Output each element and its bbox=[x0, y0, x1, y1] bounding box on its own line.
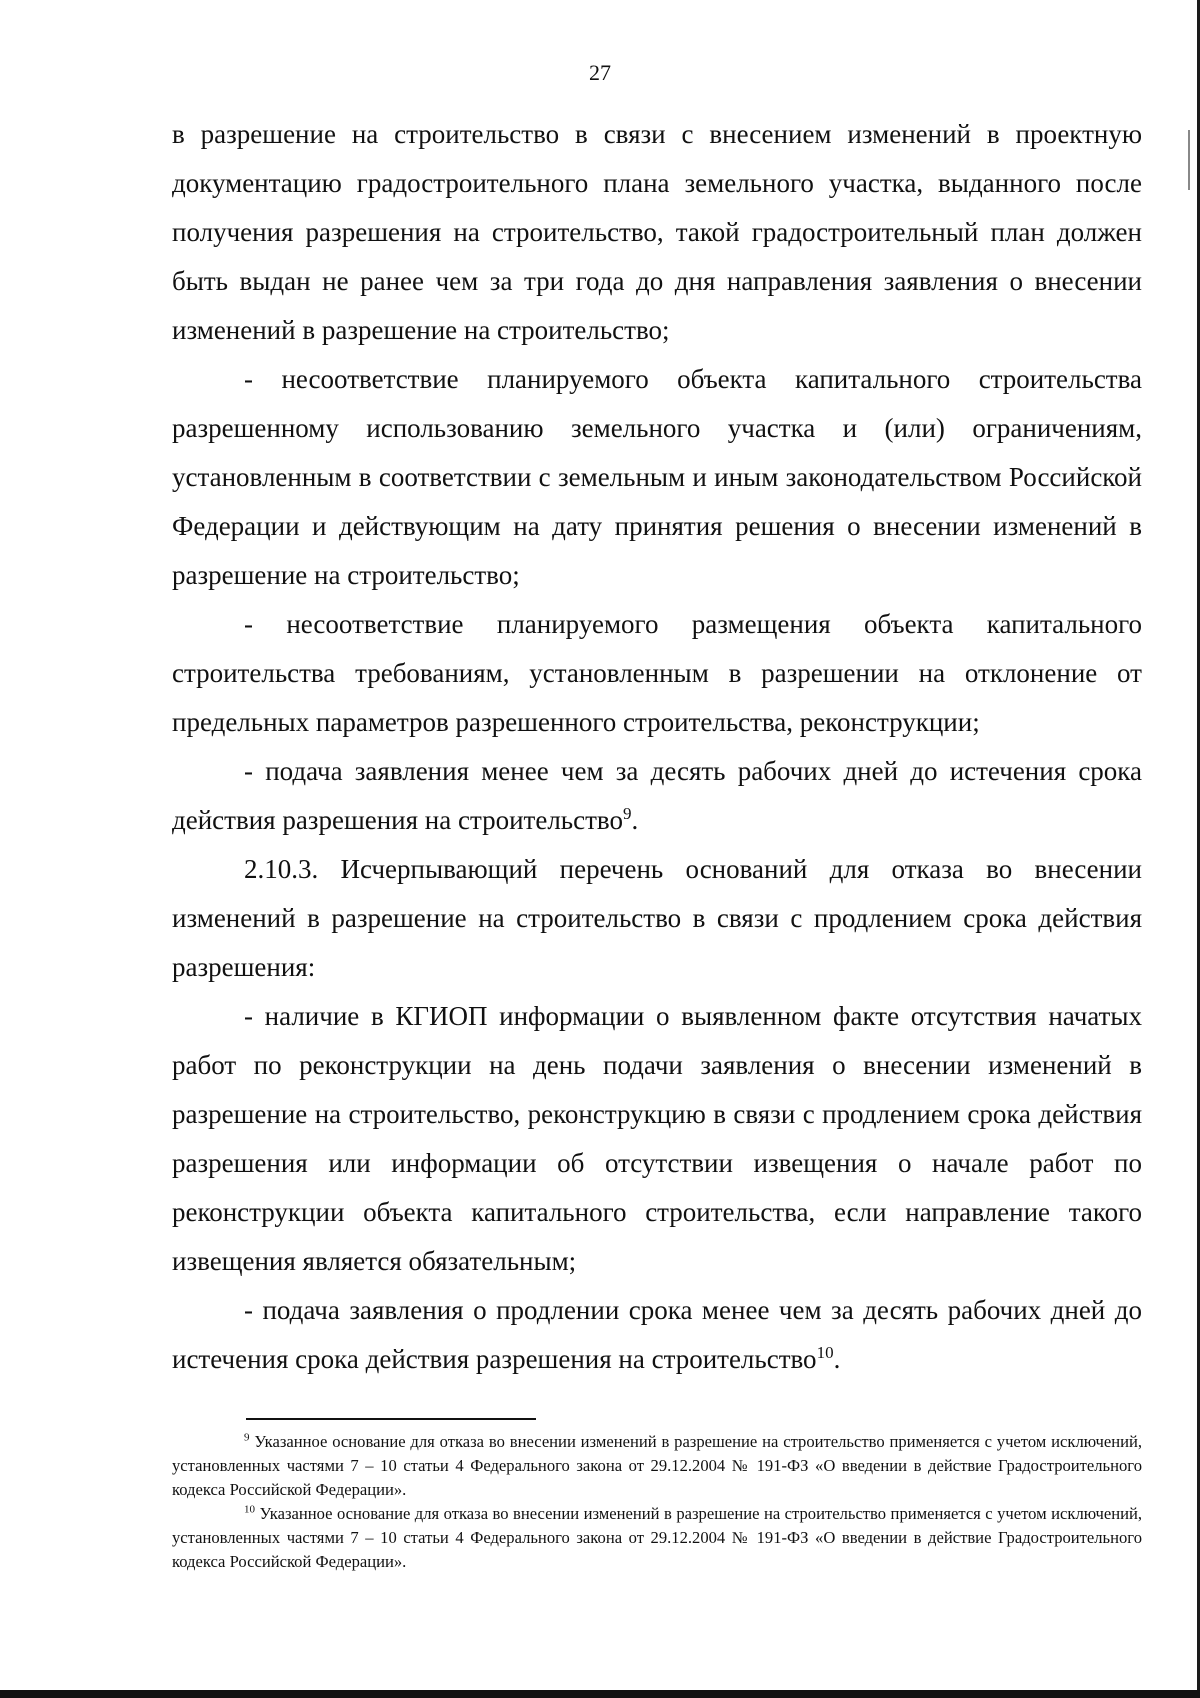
paragraph-item-late-application bbox=[172, 747, 1142, 845]
paragraph-text: - подача заявления о продлении срока менее чем за десять рабочих дней до истечения срока действия разрешения на строительство bbox=[172, 1295, 1142, 1374]
footnote-marker: 9 bbox=[244, 1431, 250, 1444]
footnotes bbox=[172, 1430, 1142, 1574]
scan-bottom-edge bbox=[0, 1690, 1200, 1698]
footnote-ref-10: 10 bbox=[816, 1343, 834, 1362]
paragraph-item-kgiop-info: - наличие в КГИОП информации о выявленном факте отсутствия начатых работ по реконструкции на день подачи заявления о внесении изменений в разрешение на строительство, реконструкцию в связи с продлением срока действия разрешения или информации об отсутствии извещения о начале работ по реконструкции объекта капитального строительства, если направление такого извещения является обязательным; bbox=[172, 1001, 1142, 1276]
paragraph-section-2-10-3: 2.10.3. Исчерпывающий перечень оснований для отказа во внесении изменений в разрешение на строительство в связи с продлением срока действия разрешения: bbox=[172, 854, 1142, 982]
paragraph-item-object-mismatch: - несоответствие планируемого объекта капитального строительства разрешенному использованию земельного участка и (или) ограничениям, установленным в соответствии с земельным и иным законодательством Российской Федерации и действующим на дату принятия решения о внесении изменений в разрешение на строительство; bbox=[172, 364, 1142, 590]
page-number: 27 bbox=[589, 60, 611, 85]
footnote-separator bbox=[246, 1418, 536, 1420]
footnote-9 bbox=[172, 1430, 1142, 1502]
footnote-text: Указанное основание для отказа во внесении изменений в разрешение на строительство применяется с учетом исключений, установленных частями 7 – 10 статьи 4 Федерального закона от 29.12.2004 № 191-ФЗ «О введении в действие Градостроительного кодекса Российской Федерации». bbox=[172, 1504, 1142, 1571]
paragraph-continuation: в разрешение на строительство в связи с внесением изменений в проектную документацию градостроительного плана земельного участка, выданного после получения разрешения на строительство, такой градостроительный план должен быть выдан не ранее чем за три года до дня направления заявления о внесении изменений в разрешение на строительство; bbox=[172, 119, 1142, 345]
footnote-ref-9: 9 bbox=[622, 804, 632, 823]
paragraph-text: - подача заявления менее чем за десять рабочих дней до истечения срока действия разрешения на строительство bbox=[172, 756, 1142, 835]
paragraph-end-punct: . bbox=[631, 805, 639, 835]
footnote-text: Указанное основание для отказа во внесении изменений в разрешение на строительство применяется с учетом исключений, установленных частями 7 – 10 статьи 4 Федерального закона от 29.12.2004 № 191-ФЗ «О введении в действие Градостроительного кодекса Российской Федерации». bbox=[172, 1432, 1142, 1499]
scan-margin-mark bbox=[1188, 130, 1190, 190]
paragraph-item-placement-mismatch: - несоответствие планируемого размещения объекта капитального строительства требованиям, установленным в разрешении на отклонение от предельных параметров разрешенного строительства, реконструкции; bbox=[172, 609, 1142, 737]
footnote-10 bbox=[172, 1502, 1142, 1574]
footnote-marker: 10 bbox=[244, 1503, 255, 1516]
paragraph-end-punct: . bbox=[833, 1344, 841, 1374]
document-body bbox=[172, 110, 1142, 1384]
paragraph-item-extension-late bbox=[172, 1286, 1142, 1384]
